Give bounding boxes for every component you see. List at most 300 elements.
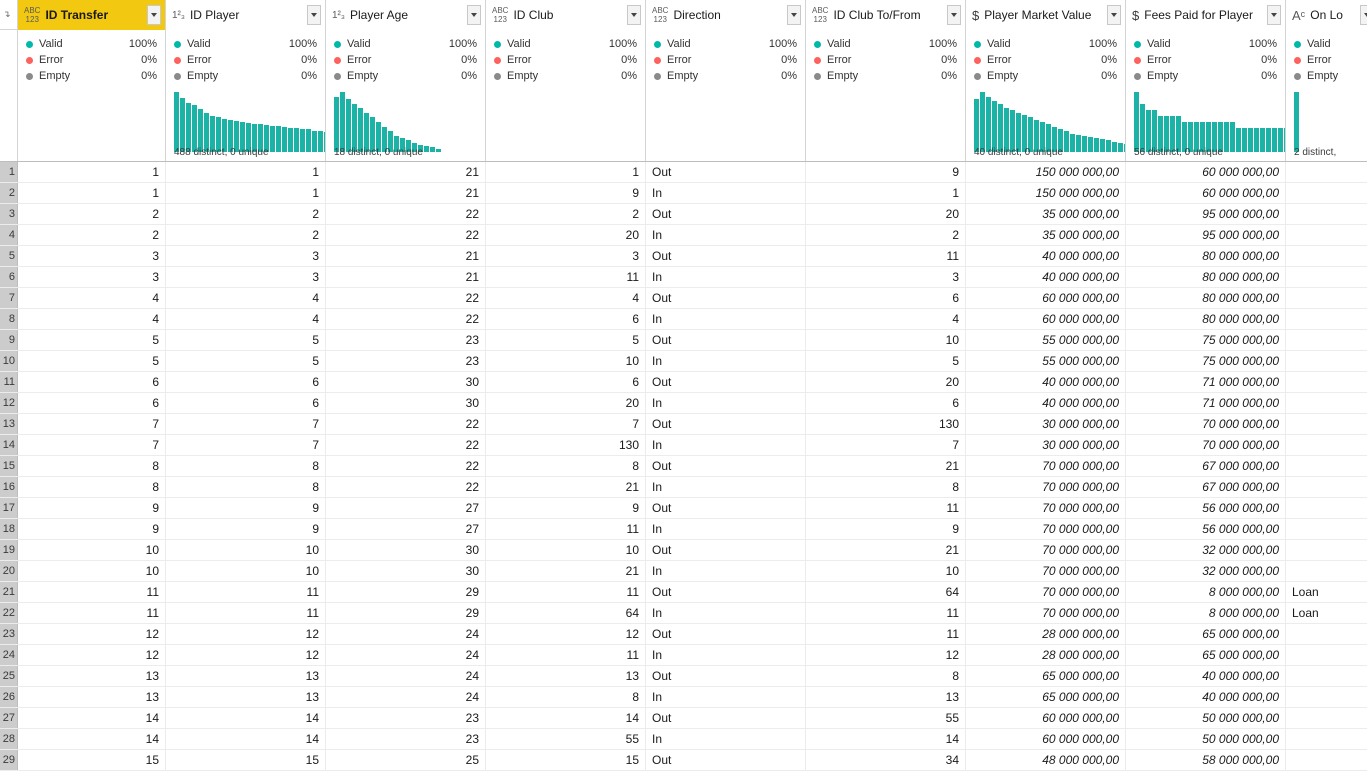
row-number[interactable]: 25 xyxy=(0,666,18,686)
cell-id-club-to-from[interactable]: 5 xyxy=(806,351,966,371)
cell-player-market-value[interactable]: 70 000 000,00 xyxy=(966,498,1126,518)
cell-fees-paid-for-player[interactable]: 95 000 000,00 xyxy=(1126,204,1286,224)
cell-on-lo[interactable] xyxy=(1286,666,1367,686)
cell-on-lo[interactable] xyxy=(1286,708,1367,728)
cell-direction[interactable]: Out xyxy=(646,246,806,266)
cell-player-age[interactable]: 21 xyxy=(326,267,486,287)
cell-player-age[interactable]: 27 xyxy=(326,519,486,539)
cell-id-club[interactable]: 20 xyxy=(486,393,646,413)
cell-player-age[interactable]: 22 xyxy=(326,456,486,476)
cell-fees-paid-for-player[interactable]: 80 000 000,00 xyxy=(1126,267,1286,287)
cell-fees-paid-for-player[interactable]: 75 000 000,00 xyxy=(1126,330,1286,350)
cell-id-transfer[interactable]: 2 xyxy=(18,204,166,224)
cell-id-club[interactable]: 12 xyxy=(486,624,646,644)
cell-player-market-value[interactable]: 70 000 000,00 xyxy=(966,582,1126,602)
table-row[interactable] xyxy=(0,456,1367,477)
cell-on-lo[interactable] xyxy=(1286,372,1367,392)
cell-player-market-value[interactable]: 150 000 000,00 xyxy=(966,183,1126,203)
cell-direction[interactable]: In xyxy=(646,267,806,287)
cell-id-player[interactable]: 13 xyxy=(166,666,326,686)
table-row[interactable] xyxy=(0,267,1367,288)
cell-id-player[interactable]: 6 xyxy=(166,393,326,413)
cell-player-age[interactable]: 21 xyxy=(326,162,486,182)
row-number[interactable]: 6 xyxy=(0,267,18,287)
row-number[interactable]: 18 xyxy=(0,519,18,539)
cell-player-market-value[interactable]: 35 000 000,00 xyxy=(966,225,1126,245)
table-row[interactable] xyxy=(0,498,1367,519)
cell-id-player[interactable]: 4 xyxy=(166,288,326,308)
cell-fees-paid-for-player[interactable]: 8 000 000,00 xyxy=(1126,603,1286,623)
row-number[interactable]: 8 xyxy=(0,309,18,329)
cell-on-lo[interactable] xyxy=(1286,750,1367,770)
cell-player-age[interactable]: 22 xyxy=(326,414,486,434)
cell-id-player[interactable]: 2 xyxy=(166,225,326,245)
cell-fees-paid-for-player[interactable]: 80 000 000,00 xyxy=(1126,246,1286,266)
value-distribution-histogram[interactable] xyxy=(334,90,477,152)
cell-id-club-to-from[interactable]: 8 xyxy=(806,666,966,686)
cell-id-player[interactable]: 10 xyxy=(166,540,326,560)
cell-id-transfer[interactable]: 2 xyxy=(18,225,166,245)
cell-player-market-value[interactable]: 55 000 000,00 xyxy=(966,351,1126,371)
cell-player-age[interactable]: 30 xyxy=(326,540,486,560)
cell-player-market-value[interactable]: 40 000 000,00 xyxy=(966,372,1126,392)
cell-on-lo[interactable] xyxy=(1286,204,1367,224)
row-number[interactable]: 3 xyxy=(0,204,18,224)
cell-direction[interactable]: In xyxy=(646,183,806,203)
cell-player-age[interactable]: 25 xyxy=(326,750,486,770)
cell-fees-paid-for-player[interactable]: 70 000 000,00 xyxy=(1126,414,1286,434)
cell-player-age[interactable]: 23 xyxy=(326,708,486,728)
cell-fees-paid-for-player[interactable]: 80 000 000,00 xyxy=(1126,309,1286,329)
cell-fees-paid-for-player[interactable]: 71 000 000,00 xyxy=(1126,372,1286,392)
cell-player-age[interactable]: 22 xyxy=(326,204,486,224)
table-row[interactable] xyxy=(0,288,1367,309)
cell-player-market-value[interactable]: 48 000 000,00 xyxy=(966,750,1126,770)
column-filter-id-player[interactable] xyxy=(307,5,321,25)
table-row[interactable] xyxy=(0,330,1367,351)
cell-fees-paid-for-player[interactable]: 50 000 000,00 xyxy=(1126,729,1286,749)
cell-id-player[interactable]: 11 xyxy=(166,603,326,623)
cell-id-club[interactable]: 21 xyxy=(486,561,646,581)
cell-id-player[interactable]: 14 xyxy=(166,729,326,749)
cell-player-market-value[interactable]: 70 000 000,00 xyxy=(966,540,1126,560)
table-row[interactable] xyxy=(0,729,1367,750)
cell-on-lo[interactable] xyxy=(1286,561,1367,581)
cell-player-market-value[interactable]: 65 000 000,00 xyxy=(966,687,1126,707)
cell-id-player[interactable]: 11 xyxy=(166,582,326,602)
cell-id-club[interactable]: 6 xyxy=(486,309,646,329)
cell-player-age[interactable]: 30 xyxy=(326,561,486,581)
cell-player-market-value[interactable]: 30 000 000,00 xyxy=(966,414,1126,434)
cell-id-transfer[interactable]: 13 xyxy=(18,666,166,686)
table-row[interactable] xyxy=(0,666,1367,687)
cell-id-club[interactable]: 8 xyxy=(486,456,646,476)
cell-id-transfer[interactable]: 7 xyxy=(18,435,166,455)
cell-id-club-to-from[interactable]: 21 xyxy=(806,540,966,560)
row-header-corner[interactable] xyxy=(0,0,18,29)
cell-fees-paid-for-player[interactable]: 67 000 000,00 xyxy=(1126,456,1286,476)
row-number[interactable]: 27 xyxy=(0,708,18,728)
cell-player-market-value[interactable]: 60 000 000,00 xyxy=(966,309,1126,329)
table-row[interactable] xyxy=(0,477,1367,498)
cell-direction[interactable]: Out xyxy=(646,288,806,308)
cell-on-lo[interactable] xyxy=(1286,162,1367,182)
row-number[interactable]: 1 xyxy=(0,162,18,182)
table-row[interactable] xyxy=(0,645,1367,666)
cell-id-club[interactable]: 9 xyxy=(486,498,646,518)
cell-player-age[interactable]: 27 xyxy=(326,498,486,518)
cell-direction[interactable]: Out xyxy=(646,414,806,434)
cell-id-club-to-from[interactable]: 20 xyxy=(806,372,966,392)
table-row[interactable] xyxy=(0,351,1367,372)
cell-id-transfer[interactable]: 14 xyxy=(18,729,166,749)
cell-id-player[interactable]: 3 xyxy=(166,267,326,287)
cell-on-lo[interactable] xyxy=(1286,729,1367,749)
cell-player-age[interactable]: 24 xyxy=(326,687,486,707)
cell-player-age[interactable]: 23 xyxy=(326,330,486,350)
row-number[interactable]: 24 xyxy=(0,645,18,665)
cell-player-market-value[interactable]: 30 000 000,00 xyxy=(966,435,1126,455)
cell-id-club[interactable]: 21 xyxy=(486,477,646,497)
value-distribution-histogram[interactable] xyxy=(1134,90,1277,152)
cell-fees-paid-for-player[interactable]: 60 000 000,00 xyxy=(1126,183,1286,203)
cell-fees-paid-for-player[interactable]: 8 000 000,00 xyxy=(1126,582,1286,602)
cell-direction[interactable]: In xyxy=(646,603,806,623)
row-number[interactable]: 21 xyxy=(0,582,18,602)
cell-id-club-to-from[interactable]: 8 xyxy=(806,477,966,497)
cell-player-market-value[interactable]: 150 000 000,00 xyxy=(966,162,1126,182)
cell-fees-paid-for-player[interactable]: 75 000 000,00 xyxy=(1126,351,1286,371)
column-header-id-club-to-from[interactable] xyxy=(806,0,966,30)
cell-id-player[interactable]: 12 xyxy=(166,624,326,644)
cell-on-lo[interactable] xyxy=(1286,414,1367,434)
cell-id-club-to-from[interactable]: 11 xyxy=(806,603,966,623)
cell-id-club-to-from[interactable]: 13 xyxy=(806,687,966,707)
cell-id-club-to-from[interactable]: 3 xyxy=(806,267,966,287)
cell-id-player[interactable]: 14 xyxy=(166,708,326,728)
cell-fees-paid-for-player[interactable]: 56 000 000,00 xyxy=(1126,498,1286,518)
cell-direction[interactable]: Out xyxy=(646,708,806,728)
cell-fees-paid-for-player[interactable]: 95 000 000,00 xyxy=(1126,225,1286,245)
cell-on-lo[interactable] xyxy=(1286,624,1367,644)
cell-id-player[interactable]: 5 xyxy=(166,351,326,371)
cell-id-club-to-from[interactable]: 64 xyxy=(806,582,966,602)
column-header-id-club[interactable] xyxy=(486,0,646,30)
cell-id-club[interactable]: 10 xyxy=(486,540,646,560)
cell-fees-paid-for-player[interactable]: 40 000 000,00 xyxy=(1126,687,1286,707)
cell-fees-paid-for-player[interactable]: 60 000 000,00 xyxy=(1126,162,1286,182)
cell-fees-paid-for-player[interactable]: 40 000 000,00 xyxy=(1126,666,1286,686)
cell-id-club-to-from[interactable]: 4 xyxy=(806,309,966,329)
cell-id-club[interactable]: 11 xyxy=(486,267,646,287)
cell-player-market-value[interactable]: 65 000 000,00 xyxy=(966,666,1126,686)
cell-id-transfer[interactable]: 15 xyxy=(18,750,166,770)
table-row[interactable] xyxy=(0,750,1367,771)
cell-direction[interactable]: In xyxy=(646,225,806,245)
table-row[interactable] xyxy=(0,309,1367,330)
cell-id-player[interactable]: 1 xyxy=(166,183,326,203)
cell-id-player[interactable]: 1 xyxy=(166,162,326,182)
cell-player-market-value[interactable]: 35 000 000,00 xyxy=(966,204,1126,224)
cell-on-lo[interactable] xyxy=(1286,351,1367,371)
cell-id-club-to-from[interactable]: 6 xyxy=(806,393,966,413)
row-number[interactable]: 17 xyxy=(0,498,18,518)
cell-player-age[interactable]: 22 xyxy=(326,309,486,329)
row-number[interactable]: 16 xyxy=(0,477,18,497)
table-row[interactable] xyxy=(0,435,1367,456)
cell-id-club[interactable]: 9 xyxy=(486,183,646,203)
cell-id-transfer[interactable]: 3 xyxy=(18,267,166,287)
cell-player-market-value[interactable]: 40 000 000,00 xyxy=(966,246,1126,266)
cell-on-lo[interactable] xyxy=(1286,288,1367,308)
cell-fees-paid-for-player[interactable]: 70 000 000,00 xyxy=(1126,435,1286,455)
cell-id-club[interactable]: 55 xyxy=(486,729,646,749)
cell-on-lo[interactable]: Loan xyxy=(1286,582,1367,602)
cell-id-player[interactable]: 4 xyxy=(166,309,326,329)
table-row[interactable] xyxy=(0,540,1367,561)
cell-player-age[interactable]: 24 xyxy=(326,645,486,665)
row-number[interactable]: 9 xyxy=(0,330,18,350)
cell-direction[interactable]: Out xyxy=(646,204,806,224)
cell-player-market-value[interactable]: 60 000 000,00 xyxy=(966,288,1126,308)
cell-fees-paid-for-player[interactable]: 71 000 000,00 xyxy=(1126,393,1286,413)
cell-id-transfer[interactable]: 10 xyxy=(18,540,166,560)
cell-on-lo[interactable] xyxy=(1286,519,1367,539)
cell-on-lo[interactable] xyxy=(1286,246,1367,266)
row-number[interactable]: 10 xyxy=(0,351,18,371)
cell-id-club-to-from[interactable]: 9 xyxy=(806,519,966,539)
cell-player-market-value[interactable]: 70 000 000,00 xyxy=(966,603,1126,623)
cell-player-age[interactable]: 29 xyxy=(326,603,486,623)
cell-id-transfer[interactable]: 8 xyxy=(18,477,166,497)
cell-on-lo[interactable] xyxy=(1286,477,1367,497)
table-row[interactable] xyxy=(0,708,1367,729)
cell-id-club[interactable]: 15 xyxy=(486,750,646,770)
column-filter-id-club[interactable] xyxy=(627,5,641,25)
cell-id-player[interactable]: 7 xyxy=(166,435,326,455)
cell-on-lo[interactable] xyxy=(1286,435,1367,455)
table-row[interactable] xyxy=(0,603,1367,624)
cell-id-club[interactable]: 1 xyxy=(486,162,646,182)
cell-id-club-to-from[interactable]: 10 xyxy=(806,561,966,581)
cell-id-club[interactable]: 13 xyxy=(486,666,646,686)
cell-on-lo[interactable] xyxy=(1286,498,1367,518)
cell-id-transfer[interactable]: 1 xyxy=(18,162,166,182)
table-row[interactable] xyxy=(0,414,1367,435)
cell-player-market-value[interactable]: 40 000 000,00 xyxy=(966,393,1126,413)
cell-id-transfer[interactable]: 13 xyxy=(18,687,166,707)
column-header-id-transfer[interactable] xyxy=(18,0,166,30)
cell-direction[interactable]: In xyxy=(646,645,806,665)
cell-id-club-to-from[interactable]: 12 xyxy=(806,645,966,665)
cell-player-age[interactable]: 22 xyxy=(326,225,486,245)
cell-id-club[interactable]: 130 xyxy=(486,435,646,455)
cell-id-player[interactable]: 2 xyxy=(166,204,326,224)
cell-id-transfer[interactable]: 9 xyxy=(18,498,166,518)
cell-player-market-value[interactable]: 28 000 000,00 xyxy=(966,645,1126,665)
cell-id-club[interactable]: 11 xyxy=(486,645,646,665)
column-filter-id-transfer[interactable] xyxy=(147,5,161,25)
row-number[interactable]: 11 xyxy=(0,372,18,392)
row-number[interactable]: 4 xyxy=(0,225,18,245)
cell-direction[interactable]: Out xyxy=(646,624,806,644)
cell-id-club-to-from[interactable]: 14 xyxy=(806,729,966,749)
cell-id-club-to-from[interactable]: 7 xyxy=(806,435,966,455)
cell-id-transfer[interactable]: 6 xyxy=(18,372,166,392)
cell-direction[interactable]: Out xyxy=(646,540,806,560)
cell-fees-paid-for-player[interactable]: 32 000 000,00 xyxy=(1126,540,1286,560)
cell-player-market-value[interactable]: 60 000 000,00 xyxy=(966,708,1126,728)
cell-id-club[interactable]: 2 xyxy=(486,204,646,224)
row-number[interactable]: 19 xyxy=(0,540,18,560)
cell-id-club[interactable]: 64 xyxy=(486,603,646,623)
table-row[interactable] xyxy=(0,162,1367,183)
cell-direction[interactable]: In xyxy=(646,477,806,497)
cell-on-lo[interactable] xyxy=(1286,645,1367,665)
cell-player-age[interactable]: 23 xyxy=(326,351,486,371)
cell-direction[interactable]: In xyxy=(646,309,806,329)
cell-player-age[interactable]: 30 xyxy=(326,393,486,413)
cell-fees-paid-for-player[interactable]: 50 000 000,00 xyxy=(1126,708,1286,728)
cell-player-age[interactable]: 23 xyxy=(326,729,486,749)
cell-direction[interactable]: Out xyxy=(646,750,806,770)
cell-id-club[interactable]: 7 xyxy=(486,414,646,434)
cell-id-club-to-from[interactable]: 2 xyxy=(806,225,966,245)
value-distribution-histogram[interactable] xyxy=(1294,90,1367,152)
cell-id-transfer[interactable]: 3 xyxy=(18,246,166,266)
cell-direction[interactable]: In xyxy=(646,519,806,539)
cell-id-transfer[interactable]: 4 xyxy=(18,309,166,329)
cell-id-club[interactable]: 11 xyxy=(486,519,646,539)
cell-player-market-value[interactable]: 40 000 000,00 xyxy=(966,267,1126,287)
column-header-player-age[interactable] xyxy=(326,0,486,30)
row-number[interactable]: 2 xyxy=(0,183,18,203)
cell-id-player[interactable]: 5 xyxy=(166,330,326,350)
cell-id-player[interactable]: 6 xyxy=(166,372,326,392)
row-number[interactable]: 5 xyxy=(0,246,18,266)
column-header-fees-paid-for-player[interactable] xyxy=(1126,0,1286,30)
cell-id-club[interactable]: 8 xyxy=(486,687,646,707)
row-number[interactable]: 26 xyxy=(0,687,18,707)
cell-on-lo[interactable]: Loan xyxy=(1286,603,1367,623)
row-number[interactable]: 12 xyxy=(0,393,18,413)
cell-id-transfer[interactable]: 12 xyxy=(18,645,166,665)
cell-id-transfer[interactable]: 9 xyxy=(18,519,166,539)
cell-id-transfer[interactable]: 5 xyxy=(18,330,166,350)
column-header-direction[interactable] xyxy=(646,0,806,30)
column-filter-player-age[interactable] xyxy=(467,5,481,25)
cell-id-club-to-from[interactable]: 21 xyxy=(806,456,966,476)
cell-direction[interactable]: In xyxy=(646,687,806,707)
cell-id-transfer[interactable]: 8 xyxy=(18,456,166,476)
cell-player-age[interactable]: 22 xyxy=(326,477,486,497)
cell-id-club-to-from[interactable]: 1 xyxy=(806,183,966,203)
cell-id-club[interactable]: 14 xyxy=(486,708,646,728)
cell-direction[interactable]: Out xyxy=(646,162,806,182)
cell-id-transfer[interactable]: 1 xyxy=(18,183,166,203)
cell-id-club-to-from[interactable]: 10 xyxy=(806,330,966,350)
cell-id-club-to-from[interactable]: 11 xyxy=(806,246,966,266)
cell-on-lo[interactable] xyxy=(1286,267,1367,287)
cell-id-club[interactable]: 11 xyxy=(486,582,646,602)
table-row[interactable] xyxy=(0,372,1367,393)
cell-fees-paid-for-player[interactable]: 58 000 000,00 xyxy=(1126,750,1286,770)
cell-on-lo[interactable] xyxy=(1286,393,1367,413)
cell-id-club-to-from[interactable]: 11 xyxy=(806,498,966,518)
cell-direction[interactable]: In xyxy=(646,393,806,413)
table-row[interactable] xyxy=(0,204,1367,225)
table-row[interactable] xyxy=(0,687,1367,708)
cell-on-lo[interactable] xyxy=(1286,309,1367,329)
cell-on-lo[interactable] xyxy=(1286,330,1367,350)
cell-id-club[interactable]: 10 xyxy=(486,351,646,371)
cell-direction[interactable]: In xyxy=(646,729,806,749)
column-header-id-player[interactable] xyxy=(166,0,326,30)
cell-id-club-to-from[interactable]: 34 xyxy=(806,750,966,770)
cell-direction[interactable]: In xyxy=(646,351,806,371)
column-header-player-market-value[interactable] xyxy=(966,0,1126,30)
row-number[interactable]: 23 xyxy=(0,624,18,644)
row-number[interactable]: 29 xyxy=(0,750,18,770)
row-number[interactable]: 28 xyxy=(0,729,18,749)
table-row[interactable] xyxy=(0,519,1367,540)
cell-direction[interactable]: Out xyxy=(646,372,806,392)
column-filter-direction[interactable] xyxy=(787,5,801,25)
cell-player-market-value[interactable]: 70 000 000,00 xyxy=(966,561,1126,581)
cell-id-club-to-from[interactable]: 6 xyxy=(806,288,966,308)
column-filter-on-lo[interactable] xyxy=(1360,5,1367,25)
cell-id-club[interactable]: 20 xyxy=(486,225,646,245)
cell-direction[interactable]: In xyxy=(646,435,806,455)
value-distribution-histogram[interactable] xyxy=(974,90,1117,152)
cell-player-age[interactable]: 21 xyxy=(326,246,486,266)
cell-fees-paid-for-player[interactable]: 67 000 000,00 xyxy=(1126,477,1286,497)
cell-player-age[interactable]: 21 xyxy=(326,183,486,203)
cell-id-player[interactable]: 9 xyxy=(166,498,326,518)
cell-direction[interactable]: Out xyxy=(646,456,806,476)
row-number[interactable]: 20 xyxy=(0,561,18,581)
cell-id-club[interactable]: 6 xyxy=(486,372,646,392)
table-row[interactable] xyxy=(0,183,1367,204)
cell-player-age[interactable]: 29 xyxy=(326,582,486,602)
cell-id-club-to-from[interactable]: 20 xyxy=(806,204,966,224)
cell-id-player[interactable]: 13 xyxy=(166,687,326,707)
cell-id-club-to-from[interactable]: 55 xyxy=(806,708,966,728)
cell-player-market-value[interactable]: 28 000 000,00 xyxy=(966,624,1126,644)
table-row[interactable] xyxy=(0,225,1367,246)
row-number[interactable]: 22 xyxy=(0,603,18,623)
cell-on-lo[interactable] xyxy=(1286,540,1367,560)
cell-id-club-to-from[interactable]: 9 xyxy=(806,162,966,182)
column-filter-player-market-value[interactable] xyxy=(1107,5,1121,25)
cell-id-club[interactable]: 3 xyxy=(486,246,646,266)
cell-direction[interactable]: Out xyxy=(646,498,806,518)
cell-id-player[interactable]: 9 xyxy=(166,519,326,539)
cell-id-player[interactable]: 3 xyxy=(166,246,326,266)
cell-fees-paid-for-player[interactable]: 80 000 000,00 xyxy=(1126,288,1286,308)
cell-id-transfer[interactable]: 7 xyxy=(18,414,166,434)
cell-direction[interactable]: Out xyxy=(646,330,806,350)
cell-direction[interactable]: Out xyxy=(646,582,806,602)
cell-on-lo[interactable] xyxy=(1286,183,1367,203)
cell-id-player[interactable]: 15 xyxy=(166,750,326,770)
cell-direction[interactable]: Out xyxy=(646,666,806,686)
cell-direction[interactable]: In xyxy=(646,561,806,581)
cell-id-transfer[interactable]: 5 xyxy=(18,351,166,371)
cell-on-lo[interactable] xyxy=(1286,456,1367,476)
column-filter-fees-paid-for-player[interactable] xyxy=(1267,5,1281,25)
cell-fees-paid-for-player[interactable]: 56 000 000,00 xyxy=(1126,519,1286,539)
